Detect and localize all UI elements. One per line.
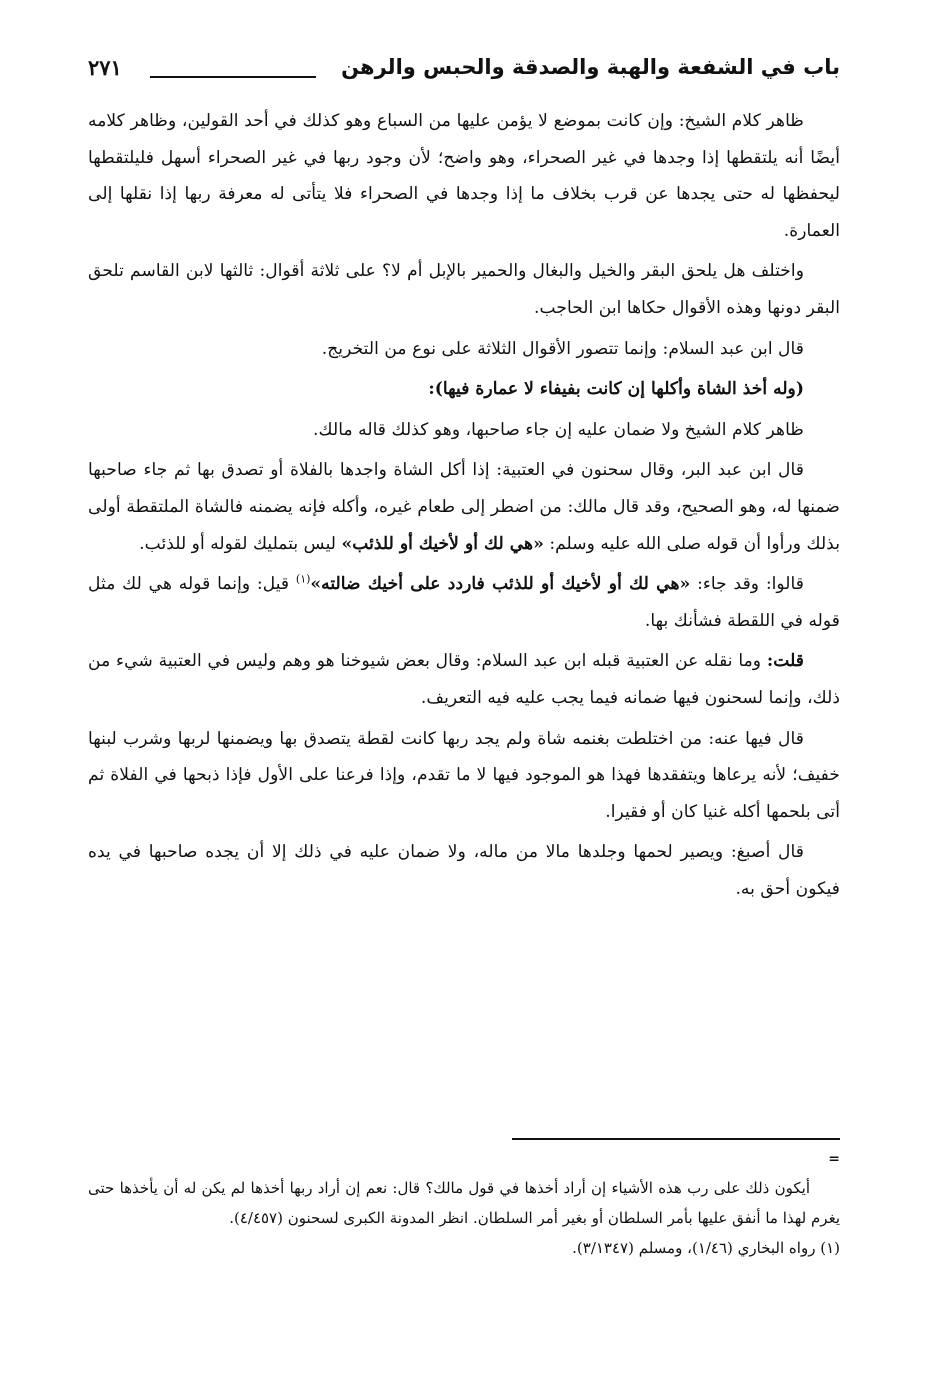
hadith-quote: «هي لك أو لأخيك أو للذئب فاردد على أخيك ضالته»: [310, 574, 691, 595]
page-number: ٢٧١: [88, 55, 122, 80]
matn-quote: (وله أخذ الشاة وأكلها إن كانت بفيفاء لا عمارة فيها):: [428, 379, 804, 400]
footnote-1: (١) رواه البخاري (١/٤٦)، ومسلم (٣/١٣٤٧).: [572, 1239, 840, 1257]
main-text: [88, 103, 840, 907]
footnote-continuation-mark: =: [828, 1151, 840, 1167]
qultu-lead: قلت:: [766, 651, 804, 672]
paragraph: ظاهر كلام الشيخ: وإن كانت بموضع لا يؤمن عليها من السباع وهو كذلك في أحد القولين، وظاهر كلامه أيضًا أنه يلتقطها إذا وجدها في غير الصحراء، وهو واضح؛ لأن وجود ربها في غير الصحراء أسهل فليلتقطها ليحفظها له حتى يجدها عن قرب بخلاف ما إذا وجدها في الصحراء فلا يتأتى له معرفة ربها إذا نقلها إلى العمارة.: [88, 111, 840, 241]
paragraph: قال أصبغ: ويصير لحمها وجلدها مالا من ماله، ولا ضمان عليه في ذلك إلا أن يجده صاحبها في يده فيكون أحق به.: [88, 842, 840, 899]
paragraph: ظاهر كلام الشيخ ولا ضمان عليه إن جاء صاحبها، وهو كذلك قاله مالك.: [313, 419, 804, 440]
paragraph: قال فيها عنه: من اختلطت بغنمه شاة ولم يجد ربها كانت لقطة يتصدق بها ويضمنها لربها وشرب لبنها خفيف؛ لأنه يرعاها ويتفقدها فهذا هو الموجود فيها لا ما تقدم، وإذا فرعنا على الأول فإذا ذبحها في الفلاة ثم أتى بلحمها أكله غنيا كان أو فقيرا.: [88, 728, 840, 822]
footnotes: [88, 1173, 840, 1263]
paragraph: قلت: وما نقله عن العتبية قبله ابن عبد السلام: وقال بعض شيوخنا هو وهم وليس في العتبية شيء من ذلك، وإنما لسحنون فيها ضمانه فيما يجب عليه فيه التعريف.: [88, 651, 840, 708]
paragraph: قالوا: وقد جاء: «هي لك أو لأخيك أو للذئب فاردد على أخيك ضالته»$^{(١)}$ قيل: وإنما قوله هي لك مثل قوله في اللقطة فشأنك بها.: [88, 572, 840, 631]
paragraph: واختلف هل يلحق البقر والخيل والبغال والحمير بالإبل أم لا؟ على ثلاثة أقوال: ثالثها لابن القاسم تلحق البقر دونها وهذه الأقوال حكاها ابن الحاجب.: [88, 261, 840, 318]
document-page: [88, 55, 840, 1370]
chapter-title: باب في الشفعة والهبة والصدقة والحبس والرهن: [341, 55, 840, 79]
hadith-quote: «هي لك أو لأخيك أو للذئب»: [341, 533, 544, 554]
footnote-separator: [512, 1138, 840, 1140]
page-header: [88, 55, 840, 93]
paragraph: قال ابن عبد البر، وقال سحنون في العتبية: إذا أكل الشاة واجدها بالفلاة أو تصدق بها ثم جاء صاحبها ضمنها له، وهو الصحيح، وقد قال مالك: من اضطر إلى طعام غيره، وأكله فإنه يضمنه فالشاة الملتقطة أولى بذلك ورأوا أن قوله صلى الله عليه وسلم: «هي لك أو لأخيك أو للذئب» ليس بتمليك لقوله أو للذئب.: [88, 460, 840, 554]
paragraph: قال ابن عبد السلام: وإنما تتصور الأقوال الثلاثة على نوع من التخريج.: [321, 338, 804, 359]
footnote-continuation: أيكون ذلك على رب هذه الأشياء إن أراد أخذها في قول مالك؟ قال: نعم إن أراد ربها أخذها لم يكن له أن يأخذها حتى يغرم لهذا ما أنفق عليها بأمر السلطان أو بغير أمر السلطان. انظر المدونة الكبرى لسحنون (٤/٤٥٧).: [88, 1179, 840, 1227]
footnote-ref: (١): [295, 572, 311, 586]
header-rule: [150, 76, 316, 78]
